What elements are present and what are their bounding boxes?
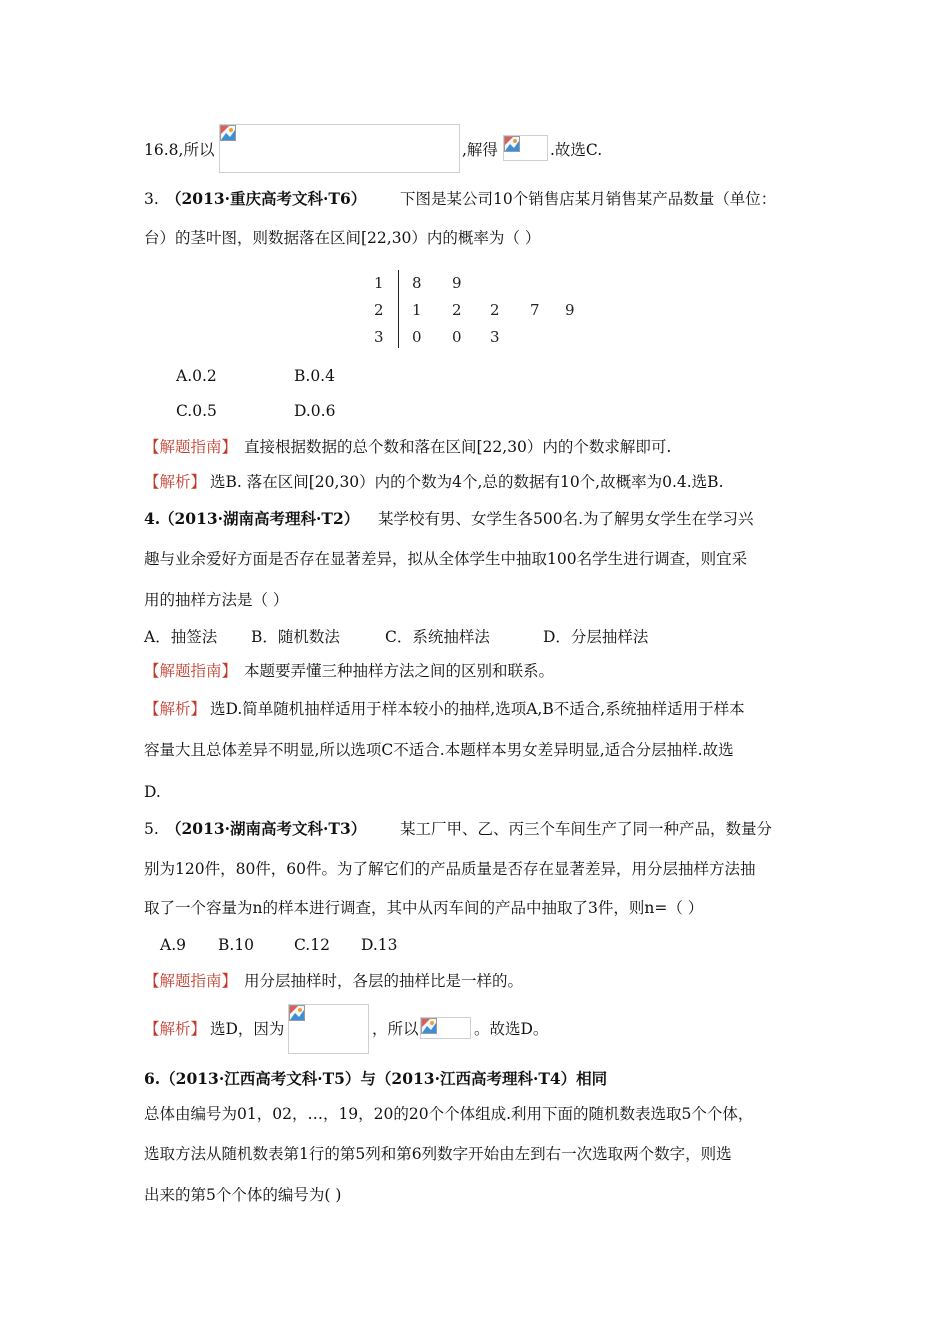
leaf: 2 bbox=[452, 301, 462, 319]
q4-number: 4. bbox=[144, 509, 161, 528]
leaf: 0 bbox=[412, 328, 422, 346]
top-line-suffix: .故选C. bbox=[550, 141, 603, 159]
q3-number: 3. bbox=[144, 190, 159, 208]
broken-image-icon bbox=[289, 1005, 305, 1021]
q5-guide-tag: 【解题指南】 bbox=[144, 972, 238, 990]
q5-text-2: 别为120件，80件，60件。为了解它们的产品质量是否存在显著差异，用分层抽样方法抽 bbox=[144, 860, 756, 878]
leaf: 8 bbox=[412, 274, 422, 292]
q5-text-1: 某工厂甲、乙、丙三个车间生产了同一种产品，数量分 bbox=[400, 820, 773, 838]
q4-text-3: 用的抽样方法是（ ） bbox=[144, 591, 289, 609]
q5-solution-pre: 选D，因为 bbox=[210, 1020, 285, 1038]
formula-image bbox=[219, 124, 460, 173]
broken-image-icon bbox=[421, 1018, 437, 1034]
q5-number: 5. bbox=[144, 820, 159, 838]
q5-option-c: C.12 bbox=[294, 936, 330, 954]
q4-guide-text: 本题要弄懂三种抽样方法之间的区别和联系。 bbox=[244, 662, 555, 680]
q3-guide-text: 直接根据数据的总个数和落在区间[22,30）内的个数求解即可. bbox=[244, 438, 672, 456]
stem-divider bbox=[398, 270, 399, 348]
leaf: 9 bbox=[565, 301, 575, 319]
q3-option-c: C.0.5 bbox=[176, 402, 217, 420]
formula-image bbox=[288, 1004, 369, 1054]
q4-guide-tag: 【解题指南】 bbox=[144, 662, 238, 680]
q5-option-b: B.10 bbox=[218, 936, 255, 954]
q3-source: （2013·重庆高考文科·T6） bbox=[166, 189, 367, 208]
q4-option-b: B．随机数法 bbox=[251, 628, 340, 646]
q4-source: （2013·湖南高考理科·T2） bbox=[159, 509, 360, 528]
q4-text-2: 趣与业余爱好方面是否存在显著差异，拟从全体学生中抽取100名学生进行调查，则宜采 bbox=[144, 550, 748, 568]
broken-image-icon bbox=[504, 136, 520, 152]
q4-text-1: 某学校有男、女学生各500名.为了解男女学生在学习兴 bbox=[378, 510, 754, 528]
formula-image bbox=[503, 135, 548, 161]
q6-text-2: 选取方法从随机数表第1行的第5列和第6列数字开始由左到右一次选取两个数字，则选 bbox=[144, 1145, 732, 1163]
q5-solution-tag: 【解析】 bbox=[144, 1020, 207, 1038]
q4-option-c: C．系统抽样法 bbox=[385, 628, 490, 646]
q3-option-d: D.0.6 bbox=[294, 402, 336, 420]
leaf: 2 bbox=[490, 301, 500, 319]
q3-text-2: 台）的茎叶图，则数据落在区间[22,30）内的概率为（ ） bbox=[144, 229, 541, 247]
q3-solution-tag: 【解析】 bbox=[144, 473, 207, 491]
leaf: 7 bbox=[530, 301, 540, 319]
q5-option-d: D.13 bbox=[361, 936, 398, 954]
q4-option-a: A．抽签法 bbox=[144, 628, 218, 646]
leaf: 9 bbox=[452, 274, 462, 292]
stem-2: 2 bbox=[374, 301, 384, 319]
top-line-mid: ,解得 bbox=[462, 141, 498, 159]
q3-text-1: 下图是某公司10个销售店某月销售某产品数量（单位： bbox=[400, 190, 777, 208]
q6-header: 6.（2013·江西高考文科·T5）与（2013·江西高考理科·T4）相同 bbox=[144, 1069, 608, 1088]
q4-option-d: D．分层抽样法 bbox=[543, 628, 649, 646]
q4-solution-text-2: 容量大且总体差异不明显,所以选项C不适合.本题样本男女差异明显,适合分层抽样.故选 bbox=[144, 741, 734, 759]
leaf: 3 bbox=[490, 328, 500, 346]
formula-image bbox=[420, 1017, 471, 1039]
q5-solution-mid: ，所以 bbox=[372, 1020, 419, 1038]
q4-solution-text-1: 选D.简单随机抽样适用于样本较小的抽样,选项A,B不适合,系统抽样适用于样本 bbox=[210, 700, 745, 718]
stem-1: 1 bbox=[374, 274, 384, 292]
q5-option-a: A.9 bbox=[160, 936, 186, 954]
leaf: 0 bbox=[452, 328, 462, 346]
q5-text-3: 取了一个容量为n的样本进行调查，其中从丙车间的产品中抽取了3件，则n=（ ） bbox=[144, 899, 704, 917]
q5-solution-post: 。故选D。 bbox=[474, 1020, 549, 1038]
q3-option-b: B.0.4 bbox=[294, 367, 335, 385]
q3-option-a: A.0.2 bbox=[176, 367, 217, 385]
q3-solution-text: 选B. 落在区间[20,30）内的个数为4个,总的数据有10个,故概率为0.4.选B. bbox=[210, 473, 724, 491]
q5-guide-text: 用分层抽样时，各层的抽样比是一样的。 bbox=[244, 972, 524, 990]
q5-source: （2013·湖南高考文科·T3） bbox=[166, 819, 367, 838]
broken-image-icon bbox=[220, 125, 236, 141]
q4-solution-tag: 【解析】 bbox=[144, 700, 207, 718]
q6-text-3: 出来的第5个个体的编号为( ) bbox=[144, 1186, 342, 1204]
q3-guide-tag: 【解题指南】 bbox=[144, 438, 238, 456]
leaf: 1 bbox=[412, 301, 422, 319]
stem-3: 3 bbox=[374, 328, 384, 346]
q6-text-1: 总体由编号为01，02，…，19，20的20个个体组成.利用下面的随机数表选取5个个体， bbox=[144, 1105, 754, 1123]
q4-solution-text-3: D. bbox=[144, 783, 161, 801]
top-line-prefix: 16.8,所以 bbox=[144, 141, 215, 159]
